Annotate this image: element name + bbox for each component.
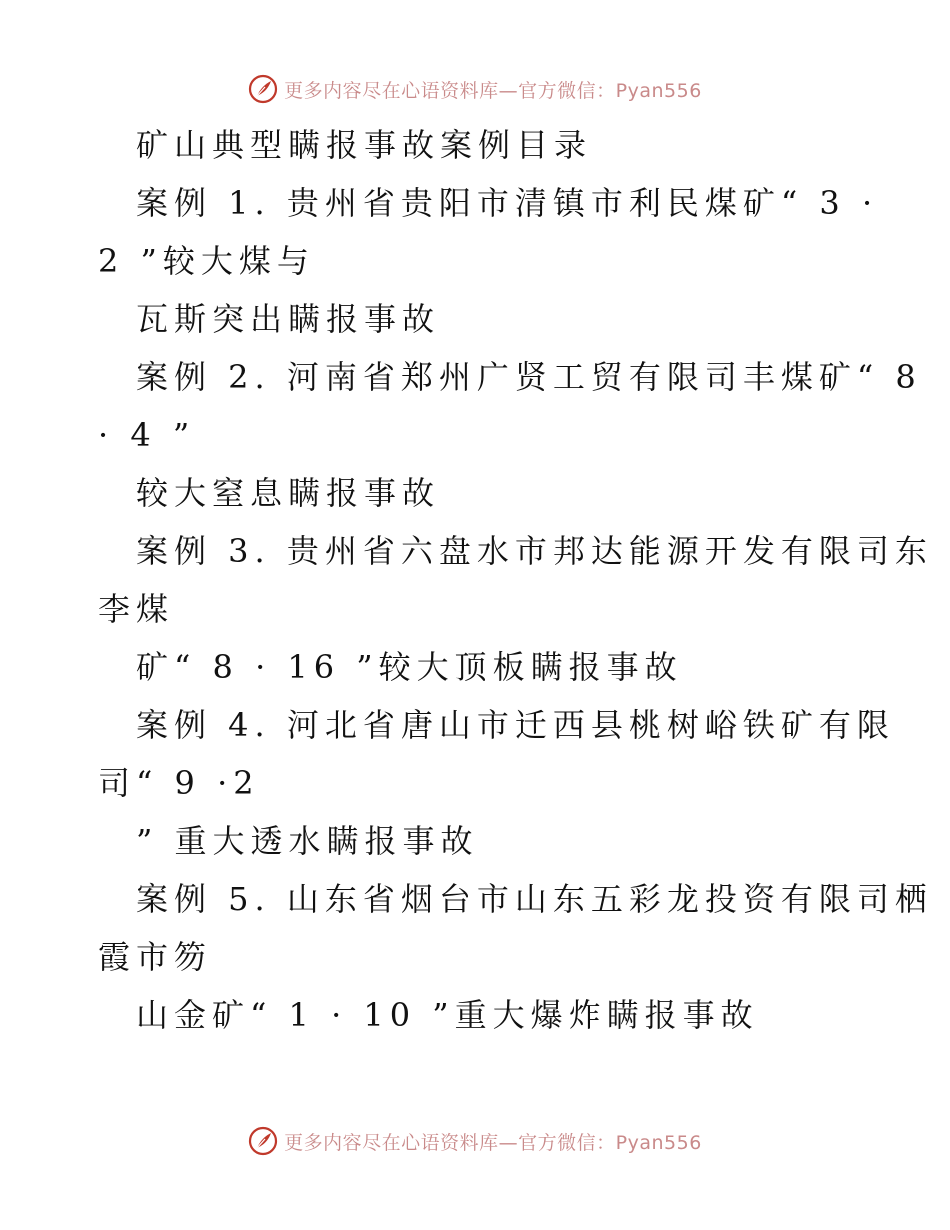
text-line: 瓦斯突出瞒报事故	[136, 300, 441, 338]
watermark-header	[0, 72, 950, 106]
text-line: · 4 ”	[98, 416, 196, 454]
text-line: 案例 3. 贵州省六盘水市邦达能源开发有限司东	[136, 532, 933, 570]
text-line: 案例 1. 贵州省贵阳市清镇市利民煤矿“ 3 ·	[136, 184, 879, 222]
text-line: ” 重大透水瞒报事故	[136, 822, 479, 860]
text-line: 司“ 9 ·2	[98, 764, 260, 802]
document-title: 矿山典型瞒报事故案例目录	[136, 126, 593, 164]
text-line: 较大窒息瞒报事故	[136, 474, 441, 512]
watermark-footer	[0, 1124, 950, 1158]
text-line: 李煤	[98, 590, 175, 628]
text-line: 矿“ 8 · 16 ”较大顶板瞒报事故	[136, 648, 683, 686]
text-line: 案例 5. 山东省烟台市山东五彩龙投资有限司栖	[136, 880, 933, 918]
feather-pen-logo-icon	[248, 1126, 278, 1156]
watermark-text: 更多内容尽在心语资料库—官方微信：Pyan556	[284, 79, 702, 102]
text-line: 案例 2. 河南省郑州广贤工贸有限司丰煤矿“ 8	[136, 358, 922, 396]
text-line: 2 ”较大煤与	[98, 242, 315, 280]
text-line: 霞市笏	[98, 938, 213, 976]
feather-pen-logo-icon	[248, 74, 278, 104]
text-line: 山金矿“ 1 · 10 ”重大爆炸瞒报事故	[136, 996, 759, 1034]
watermark-text: 更多内容尽在心语资料库—官方微信：Pyan556	[284, 1131, 702, 1154]
text-line: 案例 4. 河北省唐山市迁西县桃树峪铁矿有限	[136, 706, 895, 744]
